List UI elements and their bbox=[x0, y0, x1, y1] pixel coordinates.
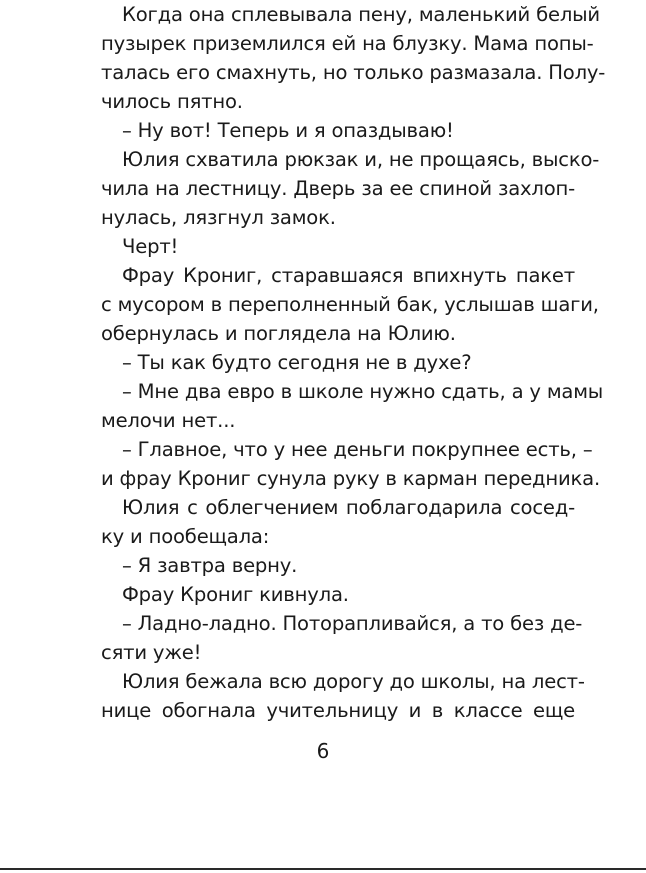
text-line: – Главное, что у нее деньги покрупнее есть, – bbox=[122, 438, 593, 461]
text-line: Юлия бежала всю дорогу до школы, на лест- bbox=[122, 670, 585, 693]
text-line: чила на лестницу. Дверь за ее спиной захлоп- bbox=[101, 177, 575, 200]
text-line: – Ты как будто сегодня не в духе? bbox=[122, 351, 472, 374]
text-line: – Мне два евро в школе нужно сдать, а у мамы bbox=[122, 380, 604, 403]
text-line: Когда она сплевывала пену, маленький белый bbox=[122, 3, 600, 26]
text-line: нице обогнала учительницу и в классе еще bbox=[101, 699, 575, 722]
text-line: ку и пообещала: bbox=[101, 525, 270, 548]
text-line: мелочи нет... bbox=[101, 409, 236, 432]
text-line: Черт! bbox=[122, 235, 179, 258]
text-line: нулась, лязгнул замок. bbox=[101, 206, 336, 229]
text-line: сяти уже! bbox=[101, 641, 202, 664]
text-line: Фрау Крониг, старавшаяся впихнуть пакет bbox=[122, 264, 575, 287]
text-line: обернулась и поглядела на Юлию. bbox=[101, 322, 456, 345]
text-line: – Ну вот! Теперь и я опаздываю! bbox=[122, 119, 454, 142]
text-line: – Ладно-ладно. Поторапливайся, а то без де- bbox=[122, 612, 583, 635]
text-line: Фрау Крониг кивнула. bbox=[122, 583, 349, 606]
text-line: Юлия схватила рюкзак и, не прощаясь, выско- bbox=[122, 148, 600, 171]
text-line: талась его смахнуть, но только размазала. Полу- bbox=[101, 61, 606, 84]
page-body-text bbox=[101, 0, 606, 725]
text-line: пузырек приземлился ей на блузку. Мама попы- bbox=[101, 32, 594, 55]
text-line: Юлия с облегчением поблагодарила сосед- bbox=[122, 496, 575, 519]
bottom-divider bbox=[0, 868, 646, 870]
text-line: чилось пятно. bbox=[101, 90, 243, 113]
text-line: с мусором в переполненный бак, услышав шаги, bbox=[101, 293, 599, 316]
text-line: – Я завтра верну. bbox=[122, 554, 298, 577]
text-line: и фрау Крониг сунула руку в карман передника. bbox=[101, 467, 601, 490]
page-number: 6 bbox=[316, 739, 330, 763]
